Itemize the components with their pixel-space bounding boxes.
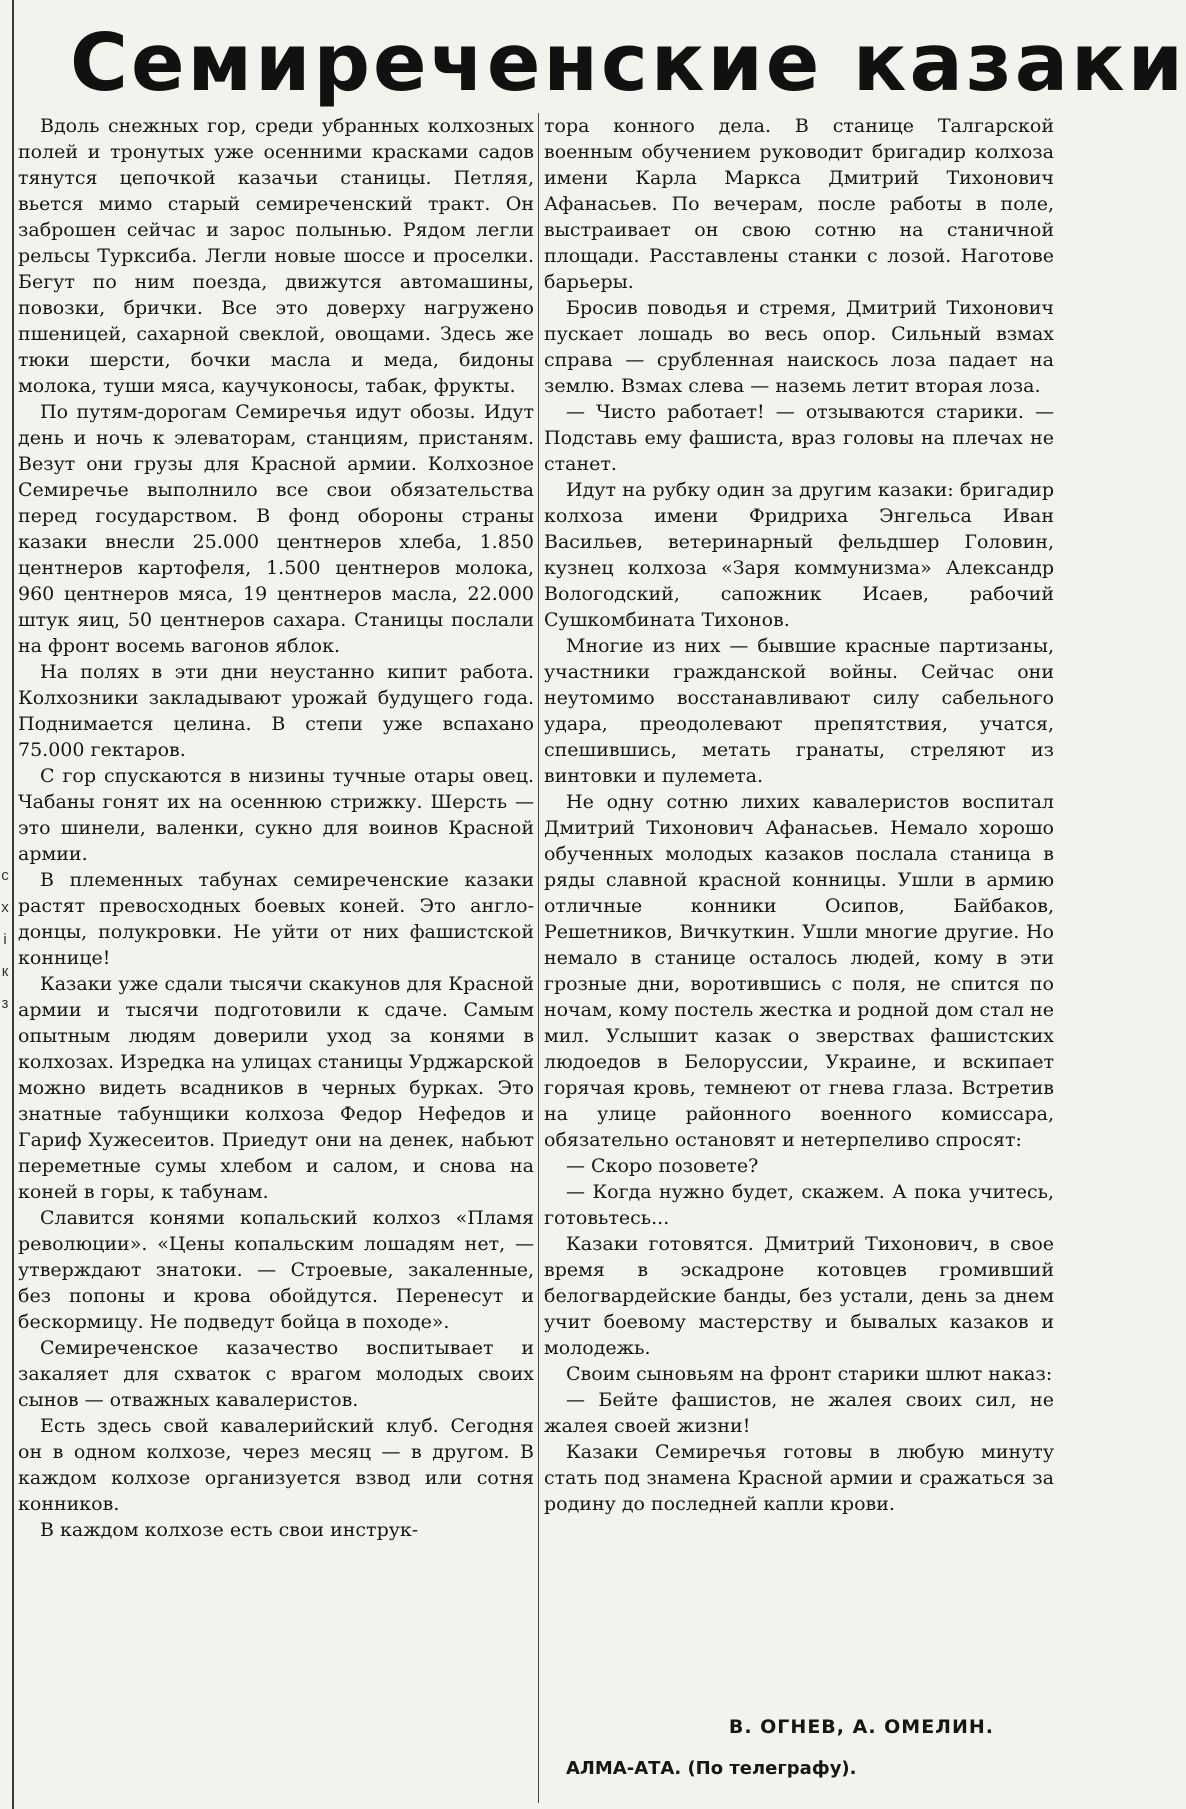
paragraph: Казаки уже сдали тысячи скакунов для Красной армии и тысячи подготовили к сдаче. Самым опытным людям доверили уход за конями в колхозах. Изредка на улицах станицы Урджарской можно видеть всадников в черных бурках. Это знатные табунщики колхоза Федор Нефедов и Гариф Хужесеитов. Приедут они на денек, набьют переметные сумы хлебом и салом, и снова на коней в горы, к табунам. xyxy=(18,973,534,1203)
paragraph: На полях в эти дни неустанно кипит работа. Колхозники закладывают урожай будущего года. Поднимается целина. В степи уже вспахано 75.000 гектаров. xyxy=(18,661,534,761)
column-divider xyxy=(538,113,539,1803)
paragraph: По путям-дорогам Семиречья идут обозы. Идут день и ночь к элеваторам, станциям, пристаням. Везут они грузы для Красной армии. Колхозное Семиречье выполнило все свои обязательства перед государством. В фонд обороны страны казаки внесли 25.000 центнеров хлеба, 1.850 центнеров картофеля, 1.500 центнеров молока, 960 центнеров мяса, 19 центнеров масла, 22.000 штук яиц, 50 центнеров сахара. Станицы послали на фронт восемь вагонов яблок. xyxy=(18,401,534,657)
left-margin-fragments xyxy=(0,860,10,1020)
paragraph: Бросив поводья и стремя, Дмитрий Тихонович пускает лошадь во весь опор. Сильный взмах справа — срубленная наискось лоза падает на землю. Взмах слева — наземь летит вторая лоза. xyxy=(544,297,1054,397)
paragraph: Славится конями копальский колхоз «Пламя революции». «Цены копальским лошадям нет, — утверждают знатоки. — Строевые, закаленные, без попоны и крова обойдутся. Перенесут и бескормицу. Не подведут бойца в походе». xyxy=(18,1207,534,1333)
paragraph: С гор спускаются в низины тучные отары овец. Чабаны гонят их на осеннюю стрижку. Шерсть — это шинели, валенки, сукно для воинов Красной армии. xyxy=(18,765,534,865)
paragraph: тора конного дела. В станице Талгарской военным обучением руководит бригадир колхоза имени Карла Маркса Дмитрий Тихонович Афанасьев. По вечерам, после работы в поле, выстраивает он свою сотню на станичной площади. Расставлены станки с лозой. Наготове барьеры. xyxy=(544,115,1054,293)
paragraph: В племенных табунах семиреченские казаки растят превосходных боевых коней. Это англо-донцы, полукровки. Не уйти от них фашистской коннице! xyxy=(18,869,534,969)
margin-fragment: к xyxy=(1,963,9,980)
author-signature: В. ОГНЕВ, А. ОМЕЛИН. xyxy=(728,1716,994,1738)
paragraph: — Когда нужно будет, скажем. А пока учитесь, готовьтесь... xyxy=(544,1181,1054,1229)
dateline: АЛМА-АТА. (По телеграфу). xyxy=(566,1758,857,1779)
margin-fragment: х xyxy=(1,899,9,916)
paragraph: — Бейте фашистов, не жалея своих сил, не жалея своей жизни! xyxy=(544,1389,1054,1437)
paragraph: Не одну сотню лихих кавалеристов воспитал Дмитрий Тихонович Афанасьев. Немало хорошо обученных молодых казаков послала станица в ряды славной красной конницы. Ушли в армию отличные конники Осипов, Байбаков, Решетников, Вичкуткин. Ушли многие другие. Но немало в станице осталось людей, кому в эти грозные дни, воротившись с поля, не спится по ночам, кому постель жестка и родной дом стал не мил. Услышит казак о зверствах фашистских людоедов в Белоруссии, Украине, и вскипает горячая кровь, темнеют от гнева глаза. Встретив на улице районного военного комиссара, обязательно остановят и нетерпеливо спросят: xyxy=(544,791,1054,1151)
paragraph: Многие из них — бывшие красные партизаны, участники гражданской войны. Сейчас они неутомимо восстанавливают силу сабельного удара, преодолевают препятствия, учатся, спешившись, метать гранаты, стреляют из винтовки и пулемета. xyxy=(544,635,1054,787)
article-column-right xyxy=(544,113,1054,1703)
margin-fragment: і xyxy=(3,931,7,948)
paragraph: Идут на рубку один за другим казаки: бригадир колхоза имени Фридриха Энгельса Иван Васильев, ветеринарный фельдшер Головин, кузнец колхоза «Заря коммунизма» Александр Вологодский, сапожник Исаев, рабочий Сушкомбината Тихонов. xyxy=(544,479,1054,631)
paragraph: Семиреченское казачество воспитывает и закаляет для схваток с врагом молодых своих сынов — отважных кавалеристов. xyxy=(18,1337,534,1411)
paragraph: Вдоль снежных гор, среди убранных колхозных полей и тронутых уже осенними красками садов тянутся цепочкой казачьи станицы. Петляя, вьется мимо старый семиреченский тракт. Он заброшен сейчас и зарос полынью. Рядом легли рельсы Турксиба. Легли новые шоссе и проселки. Бегут по ним поезда, движутся автомашины, повозки, брички. Все это доверху нагружено пшеницей, сахарной свеклой, овощами. Здесь же тюки шерсти, бочки масла и меда, бидоны молока, туши мяса, каучуконосы, табак, фрукты. xyxy=(18,115,534,397)
paragraph: — Скоро позовете? xyxy=(566,1155,759,1177)
paragraph: Казаки готовятся. Дмитрий Тихонович, в свое время в эскадроне котовцев громивший белогвардейские банды, без устали, день за днем учит боевому мастерству и бывалых казаков и молодежь. xyxy=(544,1233,1054,1359)
paragraph: В каждом колхозе есть свои инструк- xyxy=(40,1519,419,1541)
paragraph: Есть здесь свой кавалерийский клуб. Сегодня он в одном колхозе, через месяц — в другом. В каждом колхозе организуется взвод или сотня конников. xyxy=(18,1415,534,1515)
margin-fragment: с xyxy=(1,867,9,884)
paragraph: Казаки Семиречья готовы в любую минуту стать под знамена Красной армии и сражаться за родину до последней капли крови. xyxy=(544,1441,1054,1515)
article-column-left xyxy=(18,113,534,1807)
margin-fragment: з xyxy=(1,995,9,1012)
paragraph: Своим сыновьям на фронт старики шлют наказ: xyxy=(566,1363,1053,1385)
paragraph: — Чисто работает! — отзываются старики. — Подставь ему фашиста, враз головы на плечах не станет. xyxy=(544,401,1054,475)
article-headline: Семиреченские казаки xyxy=(70,17,1186,109)
left-margin-rule xyxy=(12,0,14,1809)
